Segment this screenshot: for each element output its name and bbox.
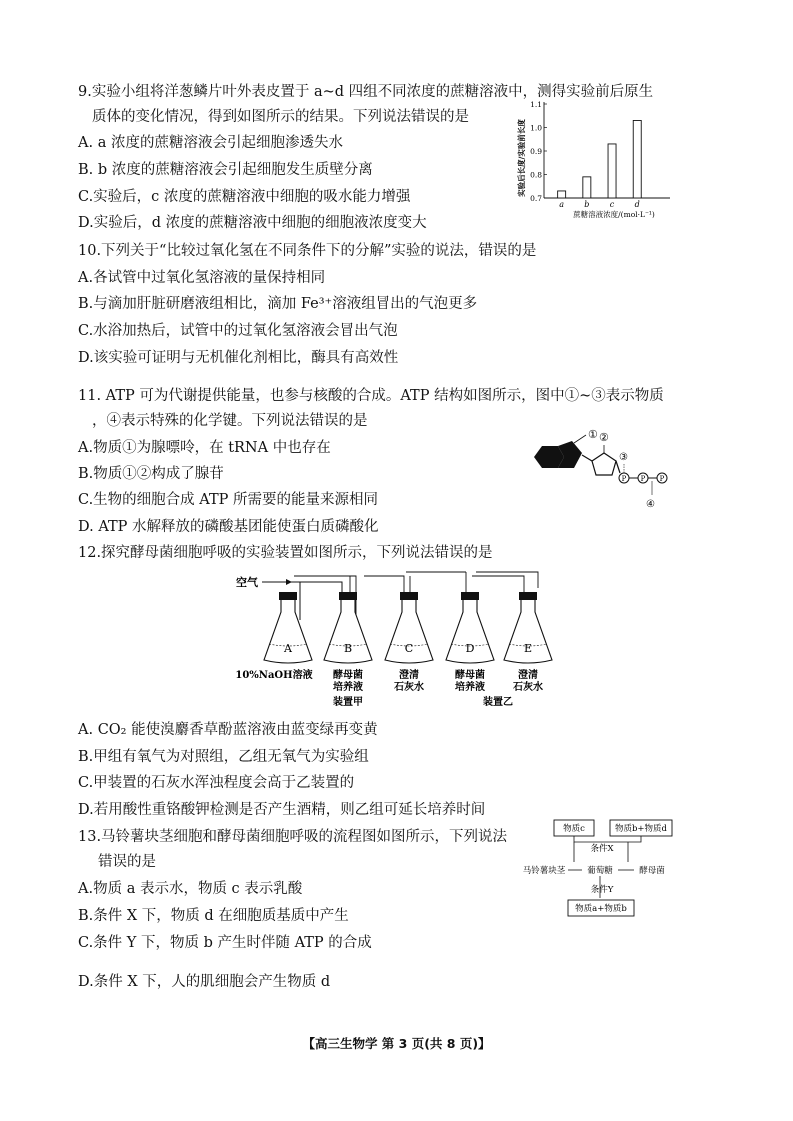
- bar: [608, 144, 616, 198]
- label-2: ②: [599, 431, 609, 444]
- svg-text:P: P: [659, 475, 665, 483]
- chart-ylabel: 实验后长度/实验前长度: [517, 119, 526, 197]
- q13-option-a: A.物质 a 表示水，物质 c 表示乳酸: [78, 881, 303, 897]
- q10-option-a: A.各试管中过氧化氢溶液的量保持相同: [78, 270, 326, 286]
- svg-text:培养液: 培养液: [455, 682, 485, 693]
- q11-option-d: D. ATP 水解释放的磷酸基团能使蛋白质磷酸化: [78, 519, 379, 535]
- x-tick-label: c: [609, 200, 615, 209]
- q12-stem: 12.探究酵母菌细胞呼吸的实验装置如图所示，下列说法错误的是: [78, 545, 493, 561]
- ribose-pentagon: [592, 453, 616, 475]
- q9-option-c: C.实验后，c 浓度的蔗糖溶液中细胞的吸水能力增强: [78, 189, 411, 205]
- q11-option-c: C.生物的细胞合成 ATP 所需要的能量来源相同: [78, 492, 379, 508]
- bar: [583, 177, 591, 198]
- set-a-label: 装置甲: [333, 697, 363, 708]
- svg-text:澄清: 澄清: [399, 670, 419, 681]
- q9-option-b: B. b 浓度的蔗糖溶液会引起细胞发生质壁分离: [78, 162, 373, 178]
- svg-text:培养液: 培养液: [333, 682, 363, 693]
- y-tick-label: 0.8: [530, 170, 542, 180]
- air-label: 空气: [236, 576, 258, 589]
- page-footer: 【高三生物学 第 3 页(共 8 页)】: [302, 1036, 491, 1051]
- q11-stem-line2: ，④表示特殊的化学键。下列说法错误的是: [92, 413, 368, 429]
- flask-c: [385, 592, 433, 663]
- y-tick-label: 0.9: [530, 147, 542, 156]
- flask-a: [264, 592, 312, 663]
- q9-stem-line2: 质体的变化情况，得到如图所示的结果。下列说法错误的是: [92, 109, 469, 125]
- svg-text:石灰水: 石灰水: [513, 682, 543, 693]
- potato-label: 马铃薯块茎: [522, 866, 566, 876]
- respiration-flowchart: [516, 818, 676, 920]
- flask-label: C: [404, 642, 414, 655]
- flask-e: [504, 592, 552, 663]
- flask-label: A: [284, 642, 292, 655]
- bar: [633, 120, 641, 198]
- q13-option-d: D.条件 X 下，人的肌细胞会产生物质 d: [78, 974, 331, 990]
- flask-label: D: [465, 642, 475, 655]
- q9-bar-chart: [510, 98, 678, 222]
- svg-text:酵母菌: 酵母菌: [333, 670, 363, 681]
- label-3: ③: [619, 452, 628, 463]
- q10-option-c: C.水浴加热后，试管中的过氧化氢溶液会冒出气泡: [78, 323, 398, 339]
- set-b-label: 装置乙: [483, 697, 513, 708]
- q10-option-b: B.与滴加肝脏研磨液组相比，滴加 Fe³⁺溶液组冒出的气泡更多: [78, 296, 478, 312]
- svg-text:物质c: 物质c: [563, 824, 585, 834]
- q10-stem: 10.下列关于“比较过氧化氢在不同条件下的分解”实验的说法，错误的是: [78, 243, 537, 259]
- atp-structure-figure: [528, 425, 703, 515]
- bar: [558, 191, 566, 198]
- y-tick-label: 1.1: [530, 100, 542, 109]
- svg-text:物质a+物质b: 物质a+物质b: [575, 904, 627, 914]
- svg-text:P: P: [640, 475, 646, 483]
- q13-option-b: B.条件 X 下，物质 d 在细胞质基质中产生: [78, 908, 349, 924]
- svg-text:10%NaOH溶液: 10%NaOH溶液: [235, 670, 313, 681]
- svg-text:P: P: [621, 475, 627, 483]
- q13-stem-line2: 错误的是: [98, 854, 156, 870]
- q12-option-c: C.甲装置的石灰水浑浊程度会高于乙装置的: [78, 775, 355, 791]
- svg-text:石灰水: 石灰水: [394, 682, 424, 693]
- label-4: ④: [646, 499, 655, 510]
- q9-option-a: A. a 浓度的蔗糖溶液会引起细胞渗透失水: [78, 135, 343, 151]
- condition-y-label: 条件Y: [590, 885, 614, 895]
- flask-d: [446, 592, 494, 663]
- flask-label: B: [343, 642, 353, 655]
- x-tick-label: a: [559, 200, 565, 209]
- q9-stem-line1: 9.实验小组将洋葱鳞片叶外表皮置于 a~d 四组不同浓度的蔗糖溶液中，测得实验前后原生: [78, 84, 654, 100]
- y-tick-label: 1.0: [530, 123, 542, 133]
- q12-option-a: A. CO₂ 能使溴麝香草酚蓝溶液由蓝变绿再变黄: [78, 722, 378, 738]
- q13-option-c: C.条件 Y 下，物质 b 产生时伴随 ATP 的合成: [78, 935, 372, 951]
- x-tick-label: d: [634, 200, 640, 209]
- condition-x-label: 条件X: [590, 844, 614, 854]
- svg-text:酵母菌: 酵母菌: [455, 670, 485, 681]
- q13-stem-line1: 13.马铃薯块茎细胞和酵母菌细胞呼吸的流程图如图所示，下列说法: [78, 829, 508, 845]
- yeast-label: 酵母菌: [639, 866, 665, 876]
- svg-text:物质b+物质d: 物质b+物质d: [614, 824, 668, 834]
- q11-option-a: A.物质①为腺嘌呤，在 tRNA 中也存在: [78, 440, 331, 456]
- yeast-respiration-apparatus: [226, 568, 566, 708]
- svg-text:澄清: 澄清: [518, 670, 538, 681]
- y-tick-label: 0.7: [530, 194, 542, 203]
- chart-xlabel: 蔗糖溶液浓度/(mol·L⁻¹): [573, 210, 655, 219]
- q9-option-d: D.实验后，d 浓度的蔗糖溶液中细胞的细胞液浓度变大: [78, 215, 427, 231]
- flask-label: E: [523, 642, 533, 655]
- label-1: ①: [588, 428, 598, 441]
- q12-option-d: D.若用酸性重铬酸钾检测是否产生酒精，则乙组可延长培养时间: [78, 802, 486, 818]
- q11-stem-line1: 11. ATP 可为代谢提供能量，也参与核酸的合成。ATP 结构如图所示，图中①~③表示物质: [78, 388, 664, 404]
- adenine-ring-hexagon: [534, 446, 564, 468]
- flask-b: [324, 592, 372, 663]
- q10-option-d: D.该实验可证明与无机催化剂相比，酶具有高效性: [78, 350, 399, 366]
- glucose-label: 葡萄糖: [587, 866, 613, 876]
- q11-option-b: B.物质①②构成了腺苷: [78, 466, 224, 482]
- x-tick-label: b: [584, 200, 590, 209]
- q12-option-b: B.甲组有氧气为对照组，乙组无氧气为实验组: [78, 749, 369, 765]
